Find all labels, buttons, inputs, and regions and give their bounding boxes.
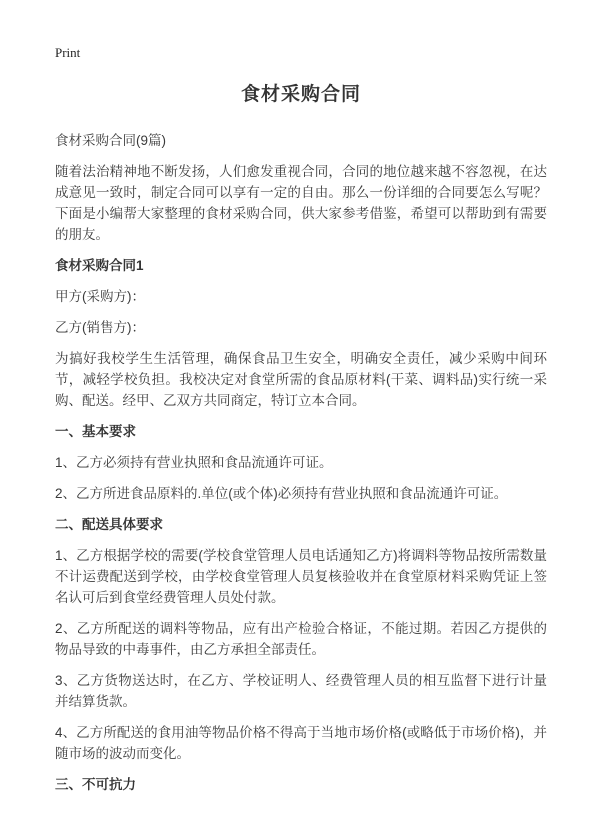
party-a-line: 甲方(采购方)： (55, 289, 145, 304)
print-button[interactable]: Print (55, 45, 81, 60)
document-body (55, 130, 547, 795)
intro-paragraph: 随着法治精神地不断发扬，人们愈发重视合同，合同的地位越来越不容忽视，在达成意见一致时，制定合同可以享有一定的自由。那么一份详细的合同要怎么写呢？下面是小编帮大家整理的食材采购合同，供大家参考借鉴，希望可以帮助到有需要的朋友。 (55, 164, 547, 242)
page-title: 食材采购合同 (240, 84, 361, 105)
preamble-paragraph: 为搞好我校学生生活管理，确保食品卫生安全，明确安全责任，减少采购中间环节，减轻学校负担。我校决定对食堂所需的食品原材料(干菜、调料品)实行统一采购、配送。经甲、乙双方共同商定，特订立本合同。 (55, 351, 547, 408)
doc-subtitle: 食材采购合同(9篇) (55, 133, 166, 148)
section-2-item-4: 4、乙方所配送的食用油等物品价格不得高于当地市场价格(或略低于市场价格)，并随市场的波动而变化。 (55, 725, 547, 761)
section-2-heading: 二、配送具体要求 (55, 517, 163, 532)
section-2-item-1: 1、乙方根据学校的需要(学校食堂管理人员电话通知乙方)将调料等物品按所需数量不计运费配送到学校，由学校食堂管理人员复核验收并在食堂原材料采购凭证上签名认可后到食堂经费管理人员处付款。 (55, 548, 547, 605)
section-1-item-1: 1、乙方必须持有营业执照和食品流通许可证。 (55, 455, 333, 470)
section-1-heading: 一、基本要求 (55, 424, 136, 439)
party-b-line: 乙方(销售方)： (55, 320, 145, 335)
section-3-heading: 三、不可抗力 (55, 777, 136, 792)
section-1-item-2: 2、乙方所进食品原料的.单位(或个体)必须持有营业执照和食品流通许可证。 (55, 486, 508, 501)
section-2-item-3: 3、乙方货物送达时，在乙方、学校证明人、经费管理人员的相互监督下进行计量并结算货款。 (55, 673, 547, 709)
contract-1-heading: 食材采购合同1 (55, 258, 144, 273)
section-2-item-2: 2、乙方所配送的调料等物品，应有出产检验合格证，不能过期。若因乙方提供的物品导致的中毒事件，由乙方承担全部责任。 (55, 621, 547, 657)
